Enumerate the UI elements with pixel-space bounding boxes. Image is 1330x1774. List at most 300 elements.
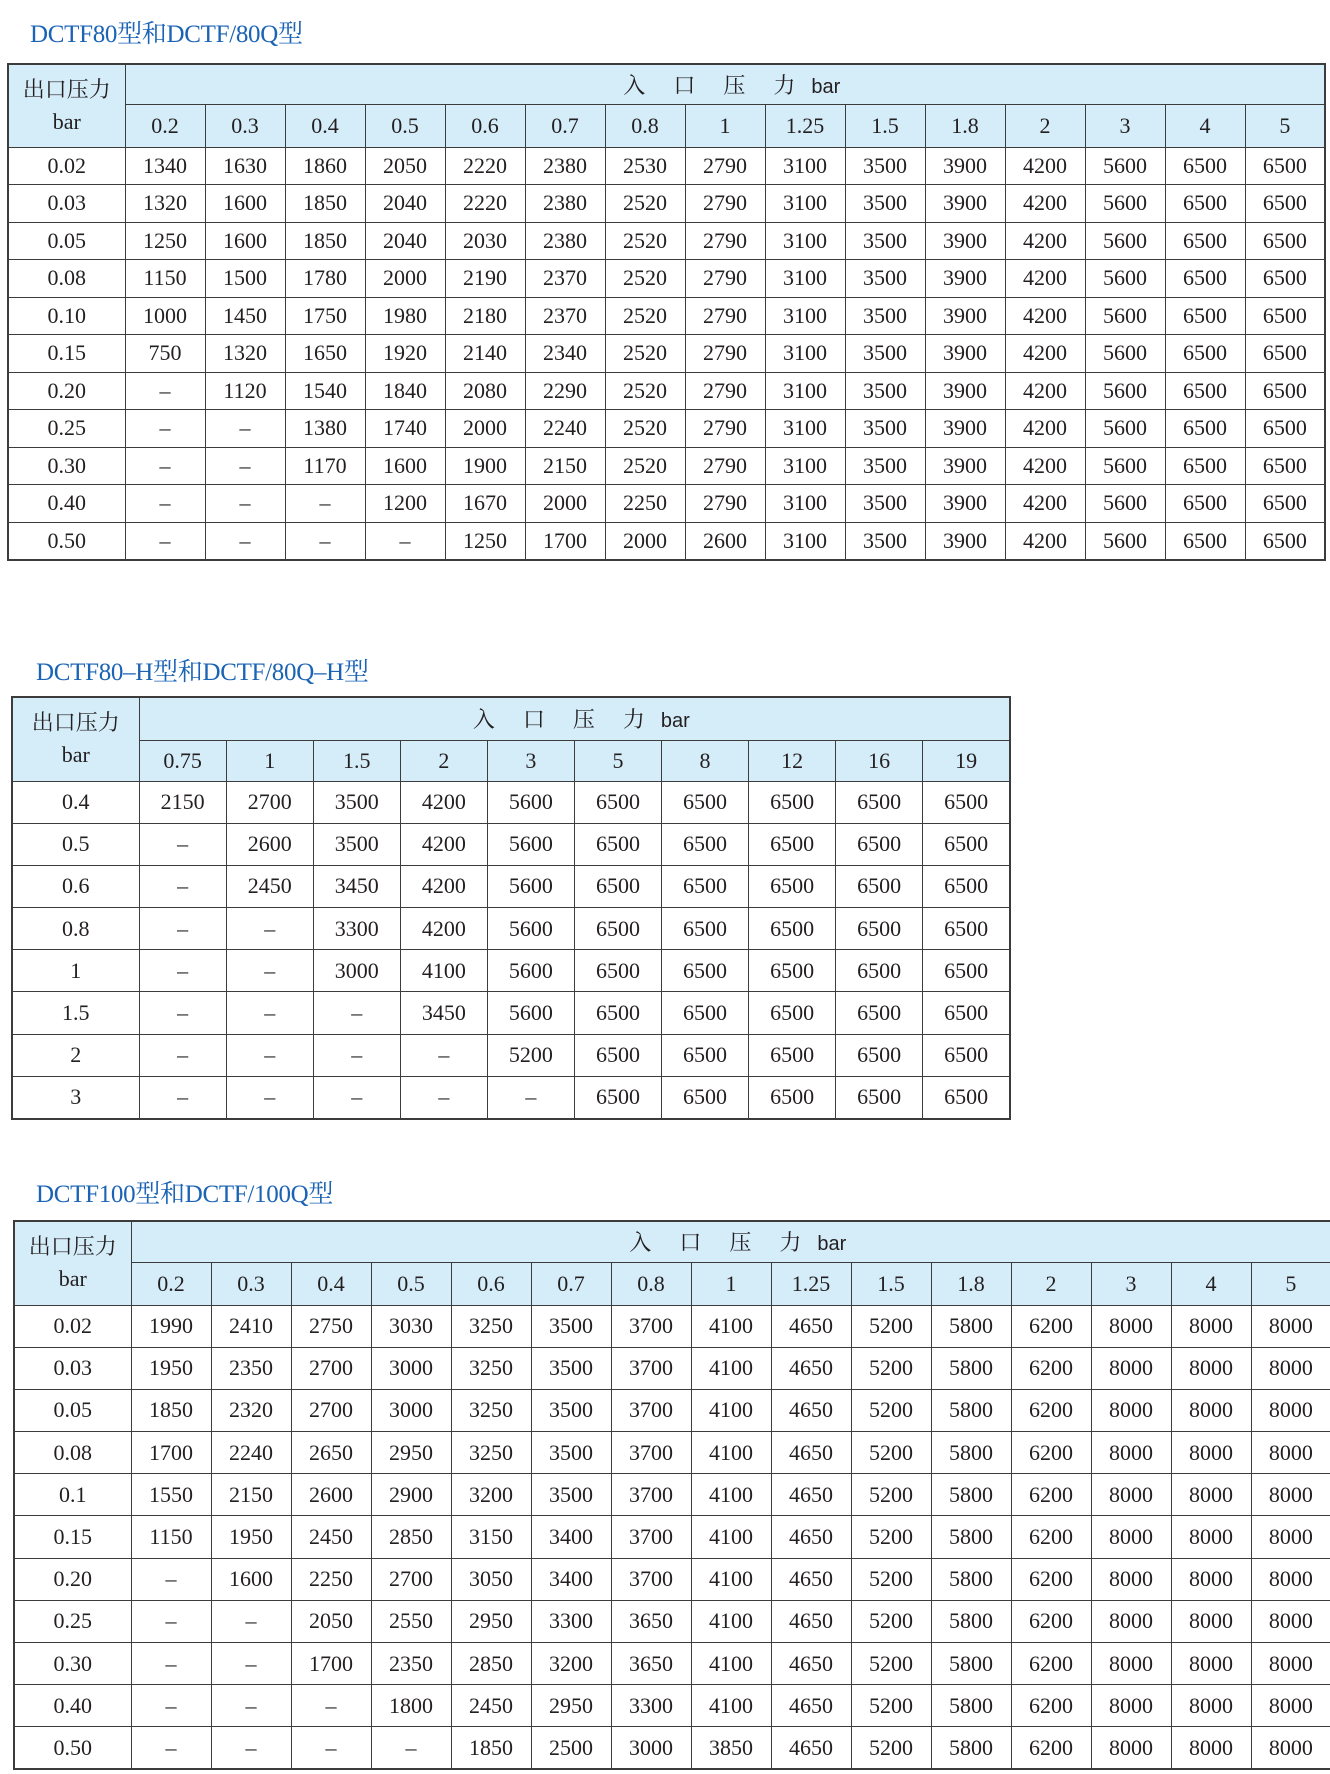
flow-value-cell: 2520 — [605, 447, 685, 485]
flow-value-cell: 2600 — [226, 823, 313, 865]
flow-value-cell: 2530 — [605, 147, 685, 185]
inlet-pressure-column-header: 0.3 — [211, 1262, 291, 1305]
outlet-pressure-header — [8, 64, 125, 147]
inlet-pressure-column-header: 1 — [691, 1262, 771, 1305]
inlet-pressure-column-header: 0.2 — [131, 1262, 211, 1305]
flow-value-cell: 4650 — [771, 1558, 851, 1600]
flow-value-cell: 6500 — [661, 865, 748, 907]
flow-value-cell: 4200 — [1005, 522, 1085, 560]
flow-value-cell: 5200 — [851, 1600, 931, 1642]
inlet-pressure-unit: bar — [811, 75, 841, 98]
flow-value-cell: 3400 — [531, 1558, 611, 1600]
flow-value-cell: 6500 — [1165, 297, 1245, 335]
flow-value-cell: 6500 — [574, 1034, 661, 1076]
flow-value-cell: 5800 — [931, 1558, 1011, 1600]
flow-value-cell: 2000 — [365, 260, 445, 298]
flow-value-cell: 3500 — [531, 1474, 611, 1516]
flow-value-cell: 5800 — [931, 1305, 1011, 1347]
flow-value-cell: 8000 — [1251, 1516, 1330, 1558]
flow-value-cell: 2190 — [445, 260, 525, 298]
flow-value-cell: 2790 — [685, 485, 765, 523]
flow-value-cell: 6500 — [1245, 447, 1325, 485]
flow-value-cell: 3500 — [845, 485, 925, 523]
flow-value-cell: 6500 — [661, 992, 748, 1034]
flow-value-cell: 3700 — [611, 1347, 691, 1389]
flow-value-cell: 2520 — [605, 185, 685, 223]
flow-value-cell: 1600 — [205, 222, 285, 260]
flow-value-cell: 3250 — [451, 1389, 531, 1431]
flow-value-cell: 3200 — [451, 1474, 531, 1516]
table-row — [8, 522, 1325, 560]
flow-value-cell: 3700 — [611, 1389, 691, 1431]
flow-value-cell: 5600 — [1085, 447, 1165, 485]
outlet-pressure-cell: 3 — [12, 1076, 139, 1118]
flow-value-cell: 5200 — [851, 1643, 931, 1685]
flow-value-cell: 6500 — [836, 1034, 923, 1076]
flow-value-cell: 1950 — [131, 1347, 211, 1389]
flow-value-cell: 2790 — [685, 297, 765, 335]
flow-value-cell: 3650 — [611, 1600, 691, 1642]
inlet-pressure-char: 口 — [673, 72, 696, 98]
flow-value-cell: 6200 — [1011, 1347, 1091, 1389]
inlet-pressure-char: 口 — [679, 1230, 702, 1256]
inlet-pressure-char: 压 — [572, 707, 595, 733]
flow-value-cell: 3100 — [765, 260, 845, 298]
flow-table-dctf80 — [7, 63, 1326, 561]
flow-value-cell: 1250 — [125, 222, 205, 260]
flow-value-cell: 4100 — [691, 1516, 771, 1558]
flow-value-cell: 8000 — [1091, 1727, 1171, 1769]
flow-value-cell: – — [131, 1558, 211, 1600]
flow-value-cell: 3500 — [845, 222, 925, 260]
flow-table-dctf100 — [13, 1220, 1330, 1770]
flow-value-cell: 6500 — [574, 1076, 661, 1118]
flow-value-cell: 4200 — [1005, 410, 1085, 448]
table-row — [12, 950, 1010, 992]
table-row — [14, 1727, 1330, 1769]
flow-value-cell: – — [400, 1034, 487, 1076]
flow-value-cell: 3900 — [925, 147, 1005, 185]
flow-value-cell: 8000 — [1091, 1305, 1171, 1347]
flow-value-cell: 4100 — [691, 1347, 771, 1389]
flow-value-cell: – — [371, 1727, 451, 1769]
table-row — [8, 447, 1325, 485]
inlet-pressure-column-header: 2 — [1005, 104, 1085, 147]
inlet-pressure-column-header: 0.5 — [365, 104, 445, 147]
flow-value-cell: 3500 — [845, 260, 925, 298]
flow-value-cell: 2450 — [291, 1516, 371, 1558]
flow-value-cell: 1670 — [445, 485, 525, 523]
flow-value-cell: 4100 — [691, 1643, 771, 1685]
table-row — [14, 1685, 1330, 1727]
flow-value-cell: 3300 — [531, 1600, 611, 1642]
flow-value-cell: 8000 — [1091, 1432, 1171, 1474]
outlet-pressure-cell: 0.15 — [8, 335, 125, 373]
inlet-pressure-column-header: 3 — [1085, 104, 1165, 147]
outlet-pressure-cell: 0.40 — [8, 485, 125, 523]
flow-value-cell: 2050 — [291, 1600, 371, 1642]
flow-value-cell: 3500 — [845, 147, 925, 185]
flow-value-cell: 3500 — [531, 1305, 611, 1347]
flow-value-cell: 3900 — [925, 335, 1005, 373]
flow-value-cell: 6500 — [574, 781, 661, 823]
flow-value-cell: 5200 — [851, 1727, 931, 1769]
flow-value-cell: 2950 — [531, 1685, 611, 1727]
flow-value-cell: 2000 — [445, 410, 525, 448]
flow-value-cell: 3700 — [611, 1474, 691, 1516]
flow-value-cell: 3500 — [313, 781, 400, 823]
flow-value-cell: 6500 — [836, 950, 923, 992]
flow-value-cell: 1150 — [125, 260, 205, 298]
flow-value-cell: 2520 — [605, 410, 685, 448]
flow-value-cell: 2040 — [365, 185, 445, 223]
flow-value-cell: 4650 — [771, 1516, 851, 1558]
inlet-pressure-header — [131, 1221, 1330, 1262]
flow-value-cell: 1600 — [205, 185, 285, 223]
inlet-pressure-column-header: 2 — [400, 740, 487, 781]
outlet-pressure-unit: bar — [58, 1266, 87, 1292]
flow-value-cell: 2790 — [685, 335, 765, 373]
flow-value-cell: 1600 — [211, 1558, 291, 1600]
flow-value-cell: 4200 — [400, 781, 487, 823]
flow-value-cell: – — [125, 485, 205, 523]
flow-value-cell: 2040 — [365, 222, 445, 260]
flow-value-cell: 6200 — [1011, 1389, 1091, 1431]
inlet-pressure-char: 力 — [773, 72, 796, 98]
flow-value-cell: – — [226, 908, 313, 950]
flow-value-cell: 5600 — [487, 992, 574, 1034]
flow-value-cell: 3100 — [765, 522, 845, 560]
flow-value-cell: 2220 — [445, 185, 525, 223]
flow-value-cell: 5200 — [851, 1389, 931, 1431]
flow-value-cell: 5600 — [1085, 260, 1165, 298]
flow-value-cell: 5600 — [1085, 485, 1165, 523]
flow-value-cell: 2600 — [291, 1474, 371, 1516]
outlet-pressure-cell: 0.03 — [8, 185, 125, 223]
flow-value-cell: 6500 — [749, 992, 836, 1034]
flow-value-cell: 4200 — [1005, 485, 1085, 523]
flow-value-cell: 6200 — [1011, 1685, 1091, 1727]
flow-value-cell: 3900 — [925, 222, 1005, 260]
flow-value-cell: 5600 — [1085, 372, 1165, 410]
flow-value-cell: 2350 — [371, 1643, 451, 1685]
flow-value-cell: 2790 — [685, 147, 765, 185]
flow-value-cell: 2520 — [605, 222, 685, 260]
flow-value-cell: 5600 — [1085, 222, 1165, 260]
flow-value-cell: 6500 — [1165, 222, 1245, 260]
inlet-pressure-char: 压 — [723, 72, 746, 98]
flow-value-cell: 5600 — [1085, 185, 1165, 223]
flow-value-cell: 4650 — [771, 1643, 851, 1685]
flow-value-cell: 3700 — [611, 1516, 691, 1558]
flow-value-cell: 8000 — [1091, 1516, 1171, 1558]
flow-value-cell: 3900 — [925, 185, 1005, 223]
flow-value-cell: 2850 — [371, 1516, 451, 1558]
flow-value-cell: 2700 — [291, 1347, 371, 1389]
flow-value-cell: 3500 — [531, 1432, 611, 1474]
flow-value-cell: 6500 — [1165, 522, 1245, 560]
inlet-pressure-column-header: 0.7 — [531, 1262, 611, 1305]
inlet-pressure-column-header: 4 — [1171, 1262, 1251, 1305]
flow-value-cell: 3000 — [371, 1347, 451, 1389]
flow-value-cell: 5600 — [487, 950, 574, 992]
flow-value-cell: 3250 — [451, 1305, 531, 1347]
flow-value-cell: 6500 — [1165, 147, 1245, 185]
flow-value-cell: 4100 — [691, 1600, 771, 1642]
table-row — [8, 297, 1325, 335]
flow-value-cell: 1950 — [211, 1516, 291, 1558]
flow-value-cell: 1650 — [285, 335, 365, 373]
inlet-pressure-column-header: 0.7 — [525, 104, 605, 147]
table-row — [8, 260, 1325, 298]
table-row — [12, 865, 1010, 907]
flow-value-cell: – — [125, 410, 205, 448]
flow-value-cell: 6500 — [749, 1076, 836, 1118]
flow-value-cell: 6500 — [1245, 410, 1325, 448]
outlet-pressure-label: 出口压力 — [28, 1234, 117, 1260]
flow-value-cell: 8000 — [1251, 1474, 1330, 1516]
flow-value-cell: 3100 — [765, 335, 845, 373]
inlet-pressure-unit: bar — [817, 1233, 847, 1256]
flow-value-cell: 1850 — [285, 222, 365, 260]
flow-value-cell: 4200 — [400, 865, 487, 907]
flow-value-cell: 1700 — [525, 522, 605, 560]
flow-value-cell: 3500 — [531, 1347, 611, 1389]
flow-value-cell: 1850 — [131, 1389, 211, 1431]
flow-value-cell: 3300 — [611, 1685, 691, 1727]
inlet-pressure-column-header: 5 — [1251, 1262, 1330, 1305]
outlet-pressure-cell: 0.30 — [8, 447, 125, 485]
flow-value-cell: 5200 — [851, 1305, 931, 1347]
flow-value-cell: – — [226, 950, 313, 992]
flow-value-cell: 3500 — [845, 447, 925, 485]
flow-value-cell: 5800 — [931, 1643, 1011, 1685]
flow-value-cell: 5600 — [487, 781, 574, 823]
flow-value-cell: 8000 — [1251, 1727, 1330, 1769]
flow-value-cell: 8000 — [1251, 1643, 1330, 1685]
flow-value-cell: 2750 — [291, 1305, 371, 1347]
inlet-pressure-column-header: 0.2 — [125, 104, 205, 147]
flow-value-cell: 2370 — [525, 297, 605, 335]
flow-value-cell: 2520 — [605, 260, 685, 298]
flow-value-cell: 1920 — [365, 335, 445, 373]
table-row — [12, 823, 1010, 865]
flow-value-cell: 5600 — [1085, 297, 1165, 335]
flow-value-cell: 6200 — [1011, 1474, 1091, 1516]
flow-value-cell: – — [211, 1643, 291, 1685]
flow-value-cell: 3000 — [611, 1727, 691, 1769]
flow-value-cell: 4200 — [1005, 260, 1085, 298]
outlet-pressure-cell: 0.20 — [8, 372, 125, 410]
flow-value-cell: 6500 — [923, 865, 1010, 907]
flow-value-cell: 4200 — [400, 908, 487, 950]
inlet-pressure-column-header: 8 — [661, 740, 748, 781]
flow-value-cell: – — [125, 522, 205, 560]
flow-value-cell: – — [487, 1076, 574, 1118]
flow-value-cell: 4200 — [400, 823, 487, 865]
table-row — [8, 147, 1325, 185]
flow-value-cell: 2140 — [445, 335, 525, 373]
flow-value-cell: 6500 — [1245, 185, 1325, 223]
inlet-pressure-column-header: 16 — [836, 740, 923, 781]
flow-value-cell: 3100 — [765, 147, 845, 185]
outlet-pressure-unit: bar — [61, 742, 90, 768]
flow-value-cell: 3000 — [313, 950, 400, 992]
flow-value-cell: 4100 — [691, 1558, 771, 1600]
flow-value-cell: 2320 — [211, 1389, 291, 1431]
flow-value-cell: 6200 — [1011, 1643, 1091, 1685]
flow-value-cell: 8000 — [1171, 1347, 1251, 1389]
flow-value-cell: 8000 — [1171, 1600, 1251, 1642]
flow-value-cell: 5200 — [851, 1474, 931, 1516]
flow-value-cell: 3500 — [313, 823, 400, 865]
flow-value-cell: 8000 — [1091, 1643, 1171, 1685]
outlet-pressure-cell: 0.08 — [14, 1432, 131, 1474]
flow-value-cell: 4650 — [771, 1432, 851, 1474]
flow-value-cell: 6500 — [923, 823, 1010, 865]
flow-value-cell: 6500 — [574, 908, 661, 950]
flow-value-cell: 2380 — [525, 222, 605, 260]
flow-value-cell: 3500 — [845, 297, 925, 335]
flow-value-cell: 3900 — [925, 410, 1005, 448]
inlet-pressure-column-header: 12 — [749, 740, 836, 781]
flow-value-cell: 1120 — [205, 372, 285, 410]
flow-value-cell: 1840 — [365, 372, 445, 410]
flow-value-cell: 1860 — [285, 147, 365, 185]
flow-value-cell: 6500 — [1245, 147, 1325, 185]
flow-value-cell: 8000 — [1171, 1305, 1251, 1347]
flow-value-cell: 3100 — [765, 485, 845, 523]
flow-value-cell: 2340 — [525, 335, 605, 373]
flow-value-cell: 1320 — [125, 185, 205, 223]
flow-value-cell: 5600 — [487, 823, 574, 865]
flow-value-cell: 2790 — [685, 410, 765, 448]
flow-value-cell: 8000 — [1171, 1389, 1251, 1431]
flow-value-cell: 3500 — [845, 372, 925, 410]
flow-value-cell: 3700 — [611, 1305, 691, 1347]
flow-value-cell: 1630 — [205, 147, 285, 185]
outlet-pressure-label: 出口压力 — [22, 76, 111, 102]
table-row — [14, 1305, 1330, 1347]
flow-value-cell: 3200 — [531, 1643, 611, 1685]
flow-value-cell: 4100 — [691, 1432, 771, 1474]
flow-value-cell: – — [365, 522, 445, 560]
flow-value-cell: 3850 — [691, 1727, 771, 1769]
flow-value-cell: 1320 — [205, 335, 285, 373]
flow-value-cell: 2550 — [371, 1600, 451, 1642]
flow-value-cell: 1800 — [371, 1685, 451, 1727]
inlet-pressure-unit: bar — [660, 710, 690, 733]
flow-value-cell: 8000 — [1171, 1474, 1251, 1516]
flow-value-cell: 6500 — [661, 908, 748, 950]
flow-value-cell: 4650 — [771, 1474, 851, 1516]
outlet-pressure-header — [14, 1221, 131, 1305]
flow-value-cell: 4200 — [1005, 185, 1085, 223]
flow-value-cell: 2380 — [525, 185, 605, 223]
flow-value-cell: 3100 — [765, 222, 845, 260]
outlet-pressure-cell: 0.4 — [12, 781, 139, 823]
inlet-pressure-column-header: 1.5 — [845, 104, 925, 147]
inlet-pressure-column-header: 1.5 — [851, 1262, 931, 1305]
flow-value-cell: 2250 — [605, 485, 685, 523]
inlet-pressure-column-header: 19 — [923, 740, 1010, 781]
flow-value-cell: 3100 — [765, 185, 845, 223]
flow-value-cell: 1000 — [125, 297, 205, 335]
flow-value-cell: 8000 — [1171, 1643, 1251, 1685]
flow-value-cell: 6200 — [1011, 1432, 1091, 1474]
flow-value-cell: 6500 — [661, 781, 748, 823]
flow-value-cell: 6500 — [749, 1034, 836, 1076]
flow-value-cell: 1980 — [365, 297, 445, 335]
flow-value-cell: 1850 — [451, 1727, 531, 1769]
flow-value-cell: 5600 — [487, 908, 574, 950]
flow-value-cell: 1500 — [205, 260, 285, 298]
flow-value-cell: 2240 — [525, 410, 605, 448]
flow-value-cell: 6500 — [1165, 410, 1245, 448]
flow-value-cell: – — [131, 1685, 211, 1727]
flow-value-cell: 3150 — [451, 1516, 531, 1558]
table-row — [14, 1558, 1330, 1600]
flow-value-cell: – — [205, 410, 285, 448]
flow-value-cell: 4200 — [1005, 147, 1085, 185]
flow-value-cell: – — [226, 1034, 313, 1076]
flow-value-cell: 6500 — [1165, 485, 1245, 523]
flow-value-cell: 6500 — [749, 908, 836, 950]
flow-value-cell: 1340 — [125, 147, 205, 185]
flow-value-cell: 6500 — [1245, 260, 1325, 298]
flow-value-cell: 3100 — [765, 297, 845, 335]
outlet-pressure-cell: 0.05 — [14, 1389, 131, 1431]
flow-value-cell: 2450 — [451, 1685, 531, 1727]
flow-value-cell: 6500 — [923, 1076, 1010, 1118]
flow-value-cell: 3400 — [531, 1516, 611, 1558]
flow-value-cell: 6500 — [836, 823, 923, 865]
outlet-pressure-cell: 0.1 — [14, 1474, 131, 1516]
flow-value-cell: 1150 — [131, 1516, 211, 1558]
flow-value-cell: 1200 — [365, 485, 445, 523]
flow-value-cell: 1990 — [131, 1305, 211, 1347]
flow-value-cell: 2080 — [445, 372, 525, 410]
flow-value-cell: 6500 — [1245, 297, 1325, 335]
flow-value-cell: 2520 — [605, 372, 685, 410]
table-row — [8, 410, 1325, 448]
flow-value-cell: 2700 — [291, 1389, 371, 1431]
outlet-pressure-cell: 0.15 — [14, 1516, 131, 1558]
inlet-pressure-char: 入 — [629, 1230, 652, 1256]
flow-value-cell: 3300 — [313, 908, 400, 950]
flow-value-cell: 3500 — [845, 185, 925, 223]
inlet-pressure-column-header: 0.6 — [445, 104, 525, 147]
flow-value-cell: 2290 — [525, 372, 605, 410]
flow-value-cell: 1550 — [131, 1474, 211, 1516]
flow-value-cell: 4650 — [771, 1685, 851, 1727]
flow-value-cell: 6500 — [1245, 372, 1325, 410]
flow-value-cell: 6500 — [1245, 335, 1325, 373]
flow-value-cell: 6500 — [661, 823, 748, 865]
flow-value-cell: 6500 — [749, 865, 836, 907]
flow-value-cell: 3050 — [451, 1558, 531, 1600]
inlet-pressure-column-header: 3 — [1091, 1262, 1171, 1305]
outlet-pressure-cell: 0.5 — [12, 823, 139, 865]
flow-value-cell: 2150 — [139, 781, 226, 823]
flow-value-cell: 5200 — [851, 1558, 931, 1600]
table-row — [12, 992, 1010, 1034]
flow-value-cell: – — [285, 485, 365, 523]
flow-value-cell: 8000 — [1171, 1727, 1251, 1769]
flow-value-cell: 6200 — [1011, 1305, 1091, 1347]
flow-value-cell: 6500 — [661, 950, 748, 992]
inlet-pressure-char: 入 — [623, 72, 646, 98]
